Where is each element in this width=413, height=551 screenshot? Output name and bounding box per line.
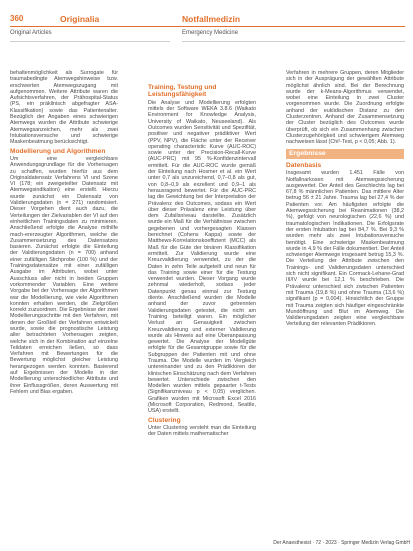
paragraph: Insgesamt wurden 1.451 Fälle von Notfallnarkosen mit Atemwegssicherung ausgewertet. Der Anteil des Geschlechts lag bei 67,8 % männlichen Patienten. Das mittlere Alter betrug 56 ± 21 Jahre. Trauma lag bei 27,4 % der Patienten vor. Am häufigsten erfolgte die Atemwegssicherung bei Reanimationen (38,2 %), gefolgt von neurologischen (22,6 %) und traumatologischen Indikationen. Die Erfolgsrate der ersten Intubation lag bei 84,7 %. Bei 9,3 % wurden mehr als zwei Intubationsversuche benötigt. Eine schwierige Maskenbeatmung wurde in 4,9 % der Fälle dokumentiert. Der Anteil schwieriger Atemwege insgesamt betrug 15,3 %. Die Verteilung der Attribute zwischen den Trainings- und Validierungsdaten unterschied sich nicht signifikant. Ein Cormack-Lehane-Grad III/IV wurde bei 12,1 % beschrieben. Die Prävalenz unterschied sich zwischen Patienten mit Trauma (19,8 %) und ohne Trauma (13,6 %) signifikant (p = 0,004). Hinsichtlich der Gruppe mit Trauma zeigten sich häufiger eingeschränkte Mundöffnung und Blut im Atemweg. Die Validierungsdaten zeigten eine vergleichbare Verteilung der relevanten Prädiktoren. xyxy=(286,170,404,328)
paragraph: Unter Clustering versteht man die Einteilung der Daten mittels mathematischer xyxy=(148,425,256,438)
topic-section: Notfallmedizin xyxy=(182,14,241,24)
page-number: 360 xyxy=(10,14,24,23)
topic-subtitle: Emergency Medicine xyxy=(182,30,239,36)
section-heading-clustering: Clustering xyxy=(148,416,181,424)
column-right xyxy=(286,70,404,328)
results-section-banner: Ergebnisse xyxy=(286,149,404,159)
section-heading-training: Training, Testung und Leistungsfähigkeit xyxy=(148,84,217,99)
header-rule xyxy=(10,26,405,27)
page-footer: Der Anaesthesist · 72 · 2023 · Springer Medizin Verlag GmbH xyxy=(273,540,410,546)
article-type: Original Articles xyxy=(10,30,52,36)
paragraph: Um eine vergleichbare Anwendungsgrundlage für die Vorhersagen zu schaffen, wurden hierfür aus dem Originaldatensatz Verfahrens VI und Szene VI (178; ein zweigeteilter Datensatz mit Atemwegsindikation) eine erstellt. Hierzu wurde zunächst ein Datensatz von Validierungsdaten (n = 271) randomisiert. Dieser Vorgehen dient auch dazu, die Verteilungen der Zielvariablen der VI auf den einheitlichen Trainingsdaten zu minimieren. Anschließend erfolgte die Analyse mithilfe mach-ererzeugter Algorithmen, welche die Zusammensetzung des Datensatzes basieren. Zunächst erfolgte die Einteilung der Validierungsdaten (n = 700) anhand einer zufälligen Stichprobe (100 %) und der Trainingsdatensätze mit einer zufälligen Ausgabe im Attributen, wobei unter Ausschluss aller nicht in beiden Gruppen vorkommender Variablen. Eine weitere Vorgabe bei der Vorhersage der Algorithmen war die Modellierung, wie viele Algorithmen konnten erhalten werden, die Zielgrößen korrekt zuzuordnen. Die Ergebnisse der zwei Modellierungsschritte mit den Verfahren, mit denen der Großteil der Verfahren entwickelt wurde, sowie die prognostische Leistung aller betrachteten Vorhersagen zeigten, welche sich in der Kombination auf einzelne Teildaten erreichen ließen, so dass Verfahren mit Bewertungen für die Bewertung möglichst gleicher Leistung herangezogen werden konnten. Basierend auf Ergebnissen der Modelle in der Modellierung unterschiedlicher Attribute und ihrer Einflussgrößen, deren Auswertung mit Fehlern und Bias ergaben. xyxy=(10,155,118,395)
section-heading-modelling: Modellierung und Algorithmen xyxy=(10,147,106,155)
page-header xyxy=(0,0,413,30)
subheader-rule-right xyxy=(182,41,405,42)
paragraph: Die Analyse und Modellierung erfolgten mittels der Software WEKA 3.8.6 (Waikato Environment for Knowledge Analysis, University of Waikato, Neuseeland). Als Outcomes wurden Sensitivität und Spezifität, positiver und negativer prädiktiver Wert (PPV, NPV), die Fläche unter der Receiver operating characteristic Kurve (AUC-ROC) sowie unter der Precision-Recall-Kurve (AUC-PRC) mit 95 %-Konfidenzintervall ermittelt. Für die AUC-ROC wurde gemäß der Einteilung nach Hosmer et al. ein Wert unter 0,7 als unzureichend, 0,7–0,8 als gut, von 0,8–0,9 als exzellent und 0,9–1 als herausragend bewertet. Für die AUC-PRC lag die Gewichtung bei der Interpretation der Prävalenz des Outcomes, sodass ein Wert über dieser Prävalenz eine Leistung über dem Zufallsniveau darstellte. Zusätzlich wurde ein Maß für die Verhältnisse zwischen gegebenen und vorhergesagten Klassen berechnet (Cohens Kappa) sowie der Matthews-Korrelationskoeffizient (MCC) als Maß für die Güte der binären Klassifikation ermittelt. Zur Validierung wurde eine Kreuzvalidierung verwendet, zu der die Daten in zehn Teile aufgeteilt und neun für das Training sowie einer für die Testung verwendet wurden. Dieser Vorgang wurde zehnmal wiederholt, sodass jeder Datenpunkt genau einmal zur Testung diente. Anschließend wurden die Modelle anhand der zuvor getrennten Validierungsdaten getestet, die nicht am Training beteiligt waren. Ein möglicher Verlust an Genauigkeit zwischen Kreuzvalidierung und externer Validierung wurde als Hinweis auf eine Überanpassung gewertet. Die Analyse der Modellgüte erfolgte für die Gesamtgruppe sowie für die Subgruppen der Patienten mit und ohne Trauma. Die Modelle wurden im Vergleich untereinander und zu den Prädiktoren der klinischen Einschätzung nach dem Verfahren bewertet. Unterschiede zwischen den Modellen wurden mittels gepaarter t-Tests (Signifikanzniveau p < 0,05) verglichen. Grafiken wurden mit Microsoft Excel 2016 (Microsoft Corporation, Redmond, Seattle, USA) erstellt. xyxy=(148,99,256,415)
journal-section: Originalia xyxy=(60,14,100,24)
paragraph: behaltenmöglichkeit als Surrogate für traumabedingte Atemwegshinweise bzw. erschwerten Atemwegszugang mit aufgenommen. Weitere Attribute waren die Aufsichtsverfahren, der Prähospital-Status (PS, ein präklinisch abgefragter ASA-Klassifikation) sowie das Patientenalter. Bezüglich der Angaben eines schwierigen Atemwegs wurden die Attribute schwierige Atemwegsanzeichen, mehr als zwei Intubationsversuche und schwierige Maskenbeatmung berücksichtigt. xyxy=(10,70,118,146)
subheader-rule-left xyxy=(10,41,170,42)
section-heading-data: Datenbasis xyxy=(286,161,322,169)
column-middle xyxy=(148,82,256,438)
column-left xyxy=(10,70,118,395)
paragraph: Verfahren in mehrere Gruppen, deren Mitglieder sich in der Ausprägung der gewählten Attribute möglichst ähnlich sind. Bei der Berechnung wurde der k-Means-Algorithmus verwendet, wobei eine Einteilung in zwei Cluster vorgenommen wurde. Die Zuordnung erfolgte anhand der euklidischen Distanz zu den Clusterzentren. Anhand der Zusammensetzung der Cluster bezüglich des Outcomes wurde überprüft, ob sich ein Zusammenhang zwischen Clusterzugehörigkeit und schwierigem Atemweg nachweisen lässt (Chi²-Test, p < 0,05; Abb. 1). xyxy=(286,70,404,146)
